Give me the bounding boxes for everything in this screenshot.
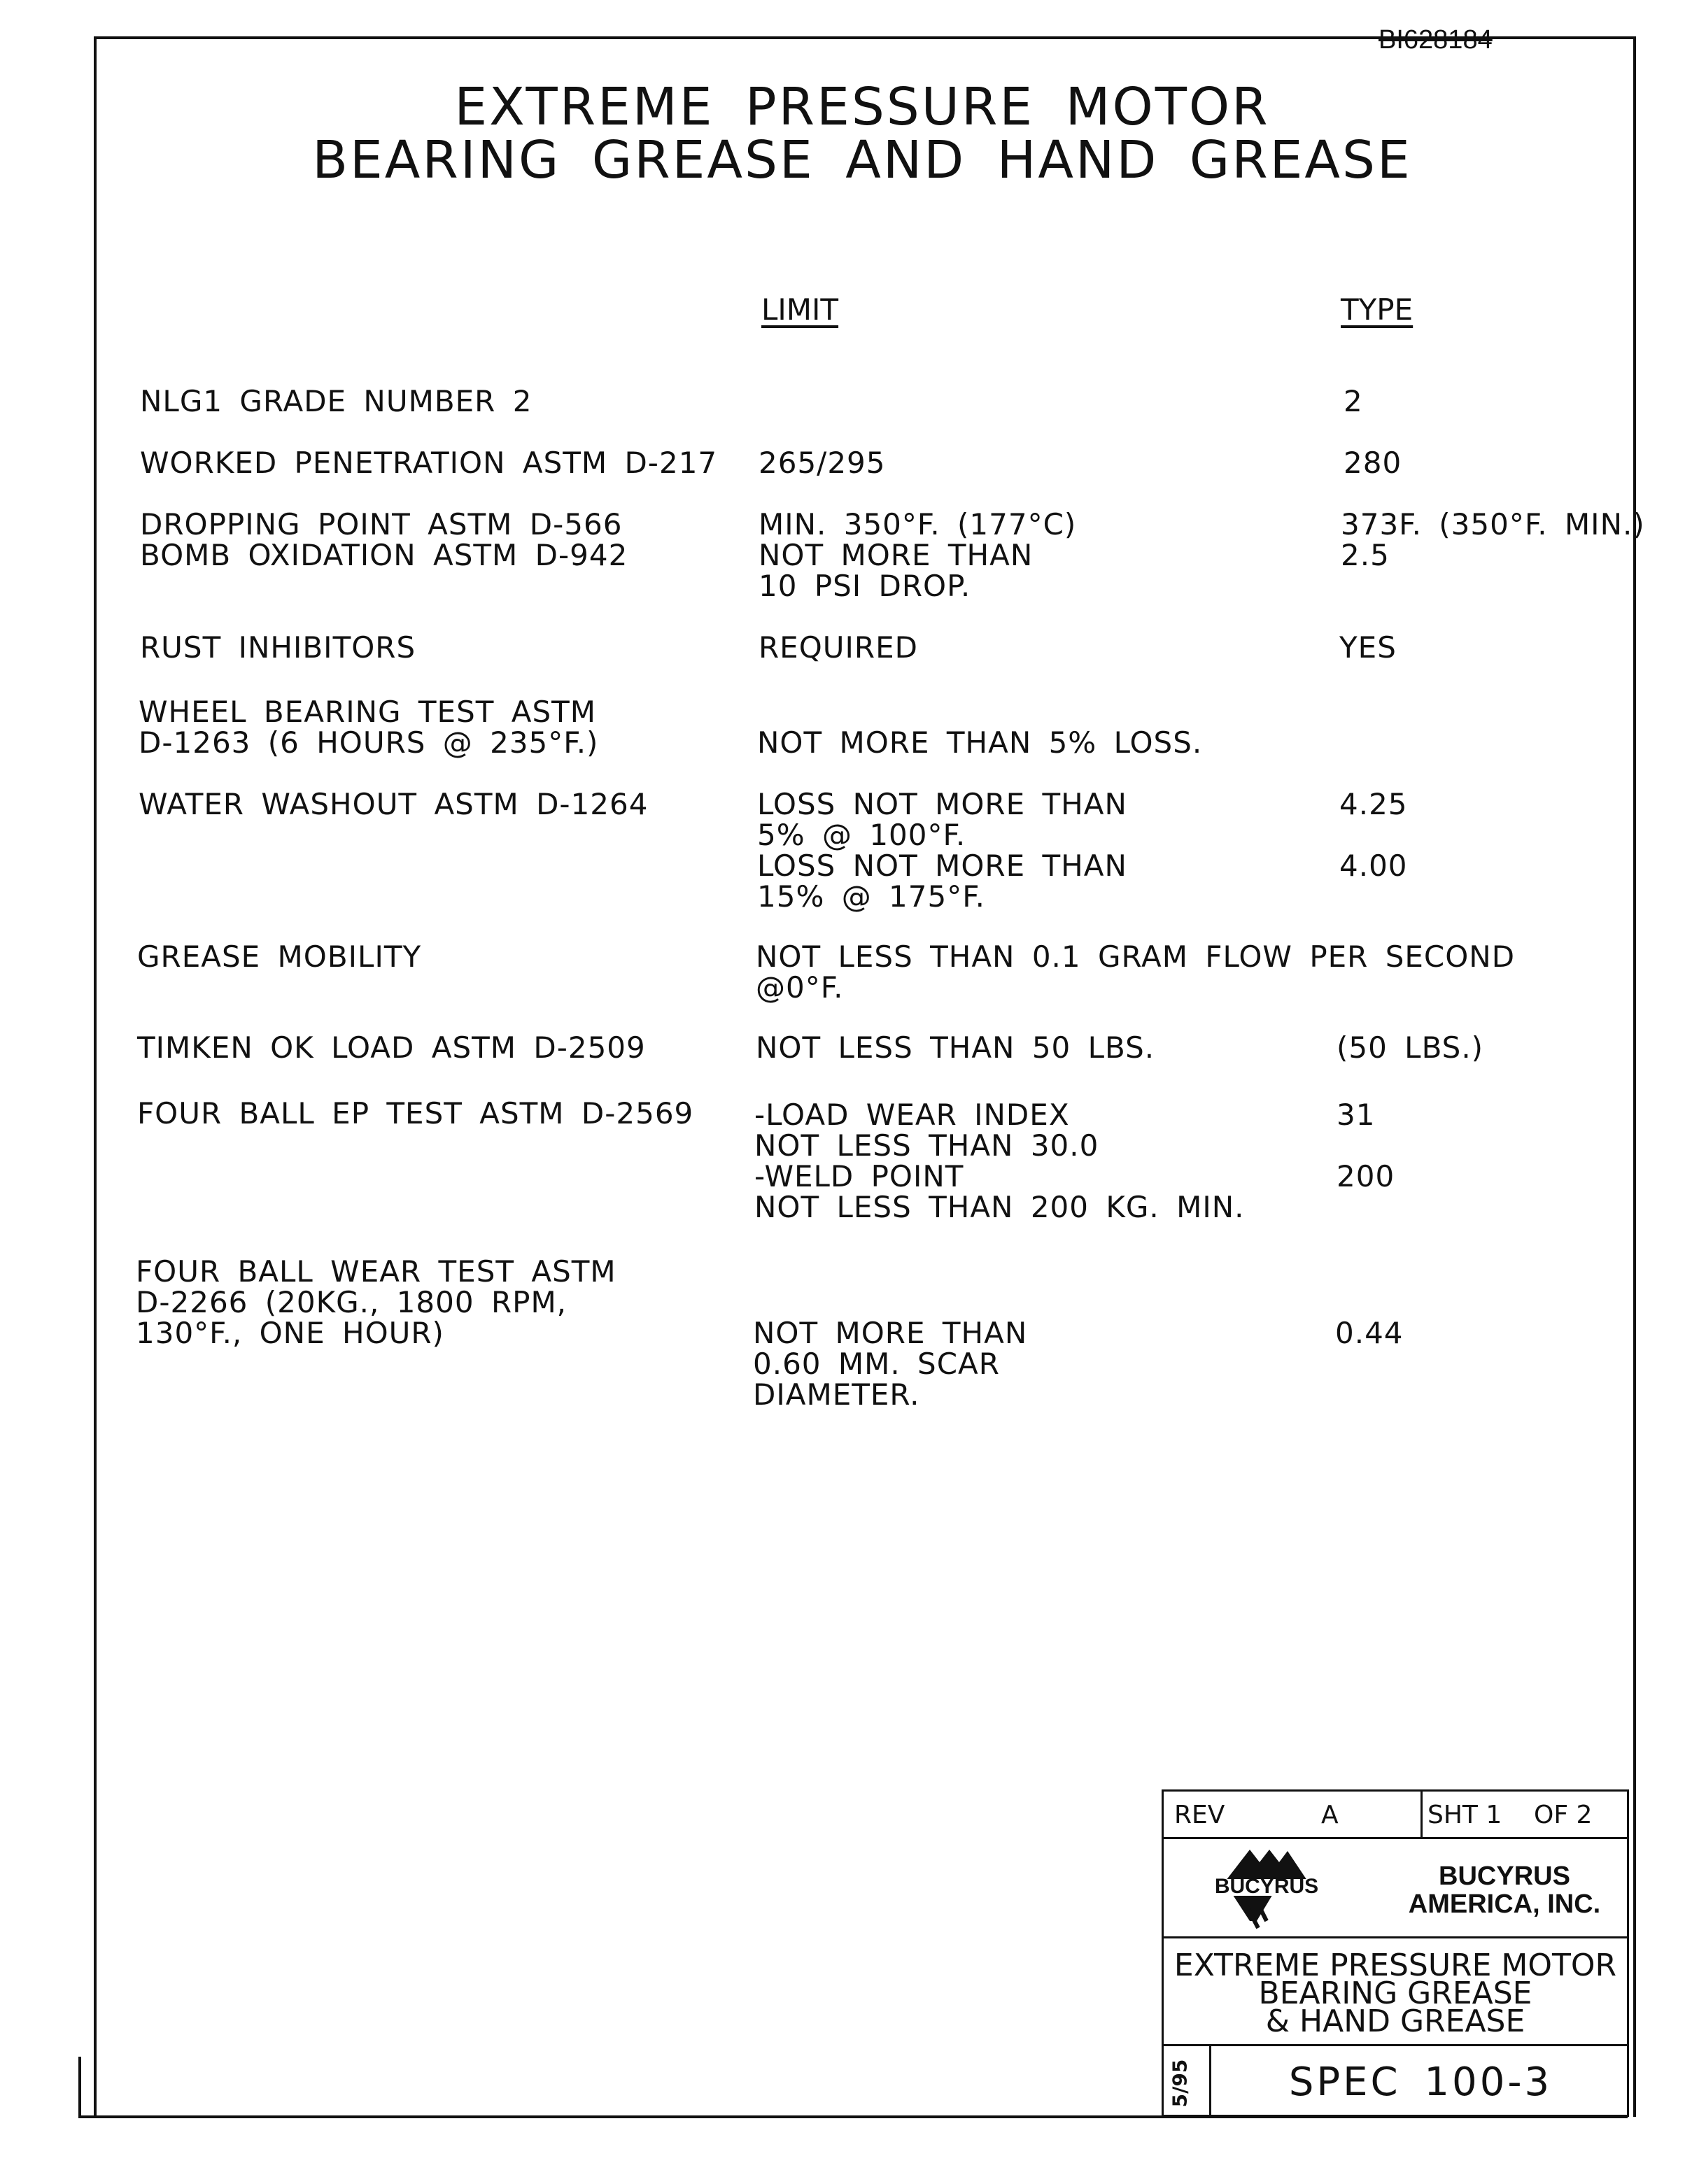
row-5-limit: NOT MORE THAN 5% LOSS.	[757, 725, 1203, 760]
limit-header: LIMIT	[761, 292, 839, 327]
row-3-type: 373F. (350°F. MIN.) 2.5	[1341, 507, 1645, 572]
row-3-limit: MIN. 350°F. (177°C) NOT MORE THAN 10 PSI DROP.	[759, 507, 1077, 603]
title-block-divider	[1420, 1789, 1423, 1838]
title-block-description	[1164, 1948, 1626, 2039]
revision-date: 5/95	[1168, 2059, 1192, 2108]
row-6-property: WATER WASHOUT ASTM D-1264	[139, 787, 649, 821]
title-block-divider	[1209, 2044, 1211, 2117]
row-8-limit: NOT LESS THAN 50 LBS.	[756, 1030, 1155, 1065]
row-10-type: 0.44	[1335, 1316, 1404, 1350]
row-2-type: 280	[1344, 446, 1402, 480]
row-4-property: RUST INHIBITORS	[140, 630, 416, 665]
logo-text: BUCYRUS	[1214, 1875, 1319, 1898]
row-1-type: 2	[1344, 384, 1363, 418]
row-6-limit: LOSS NOT MORE THAN 5% @ 100°F. LOSS NOT MORE THAN 15% @ 175°F.	[757, 787, 1127, 914]
row-9-property: FOUR BALL EP TEST ASTM D-2569	[137, 1096, 694, 1130]
row-5-property: WHEEL BEARING TEST ASTM D-1263 (6 HOURS @ 235°F.)	[139, 695, 599, 760]
row-4-limit: REQUIRED	[759, 630, 918, 665]
rev-value: A	[1321, 1801, 1339, 1829]
title-line-1: EXTREME PRESSURE MOTOR	[454, 77, 1270, 137]
type-header: TYPE	[1341, 292, 1413, 327]
title-block-divider	[1162, 1936, 1629, 1938]
desc-line-1: EXTREME PRESSURE MOTOR	[1173, 1948, 1617, 1983]
sheet-number: SHT 1 OF 2	[1427, 1801, 1593, 1829]
title-block-divider	[1162, 1837, 1629, 1839]
row-2-limit: 265/295	[759, 446, 886, 480]
spec-number: SPEC 100-3	[1288, 2059, 1553, 2105]
row-8-type: (50 LBS.)	[1337, 1030, 1484, 1065]
company-line-1: BUCYRUS	[1439, 1862, 1570, 1891]
document-id: BI628184	[1379, 25, 1493, 55]
company-line-2: AMERICA, INC.	[1408, 1889, 1601, 1919]
rev-label: REV	[1174, 1801, 1225, 1829]
desc-line-2: BEARING GREASE	[1258, 1976, 1532, 2011]
row-2-property: WORKED PENETRATION ASTM D-217	[140, 446, 718, 480]
title-line-2: BEARING GREASE AND HAND GREASE	[312, 130, 1412, 190]
row-8-property: TIMKEN OK LOAD ASTM D-2509	[137, 1030, 646, 1065]
desc-line-3: & HAND GREASE	[1265, 2004, 1525, 2039]
drawing-border-left-stub	[78, 2057, 81, 2117]
row-6-type: 4.25 4.00	[1339, 787, 1408, 883]
row-10-property: FOUR BALL WEAR TEST ASTM D-2266 (20KG., 1800 RPM, 130°F., ONE HOUR)	[136, 1254, 616, 1350]
row-9-limit: -LOAD WEAR INDEX NOT LESS THAN 30.0 -WELD POINT NOT LESS THAN 200 KG. MIN.	[754, 1098, 1245, 1224]
row-7-property: GREASE MOBILITY	[137, 939, 422, 974]
row-10-limit: NOT MORE THAN 0.60 MM. SCAR DIAMETER.	[753, 1316, 1028, 1412]
row-3-property: DROPPING POINT ASTM D-566 BOMB OXIDATION ASTM D-942	[140, 507, 628, 572]
row-9-type: 31 200	[1337, 1098, 1395, 1193]
row-1-property: NLG1 GRADE NUMBER 2	[140, 384, 533, 418]
row-4-type: YES	[1339, 630, 1397, 665]
company-name	[1400, 1862, 1609, 1918]
row-7-limit: NOT LESS THAN 0.1 GRAM FLOW PER SECOND @0°F.	[756, 939, 1516, 1005]
bucyrus-logo	[1190, 1844, 1344, 1932]
title-block-divider	[1162, 2044, 1629, 2046]
